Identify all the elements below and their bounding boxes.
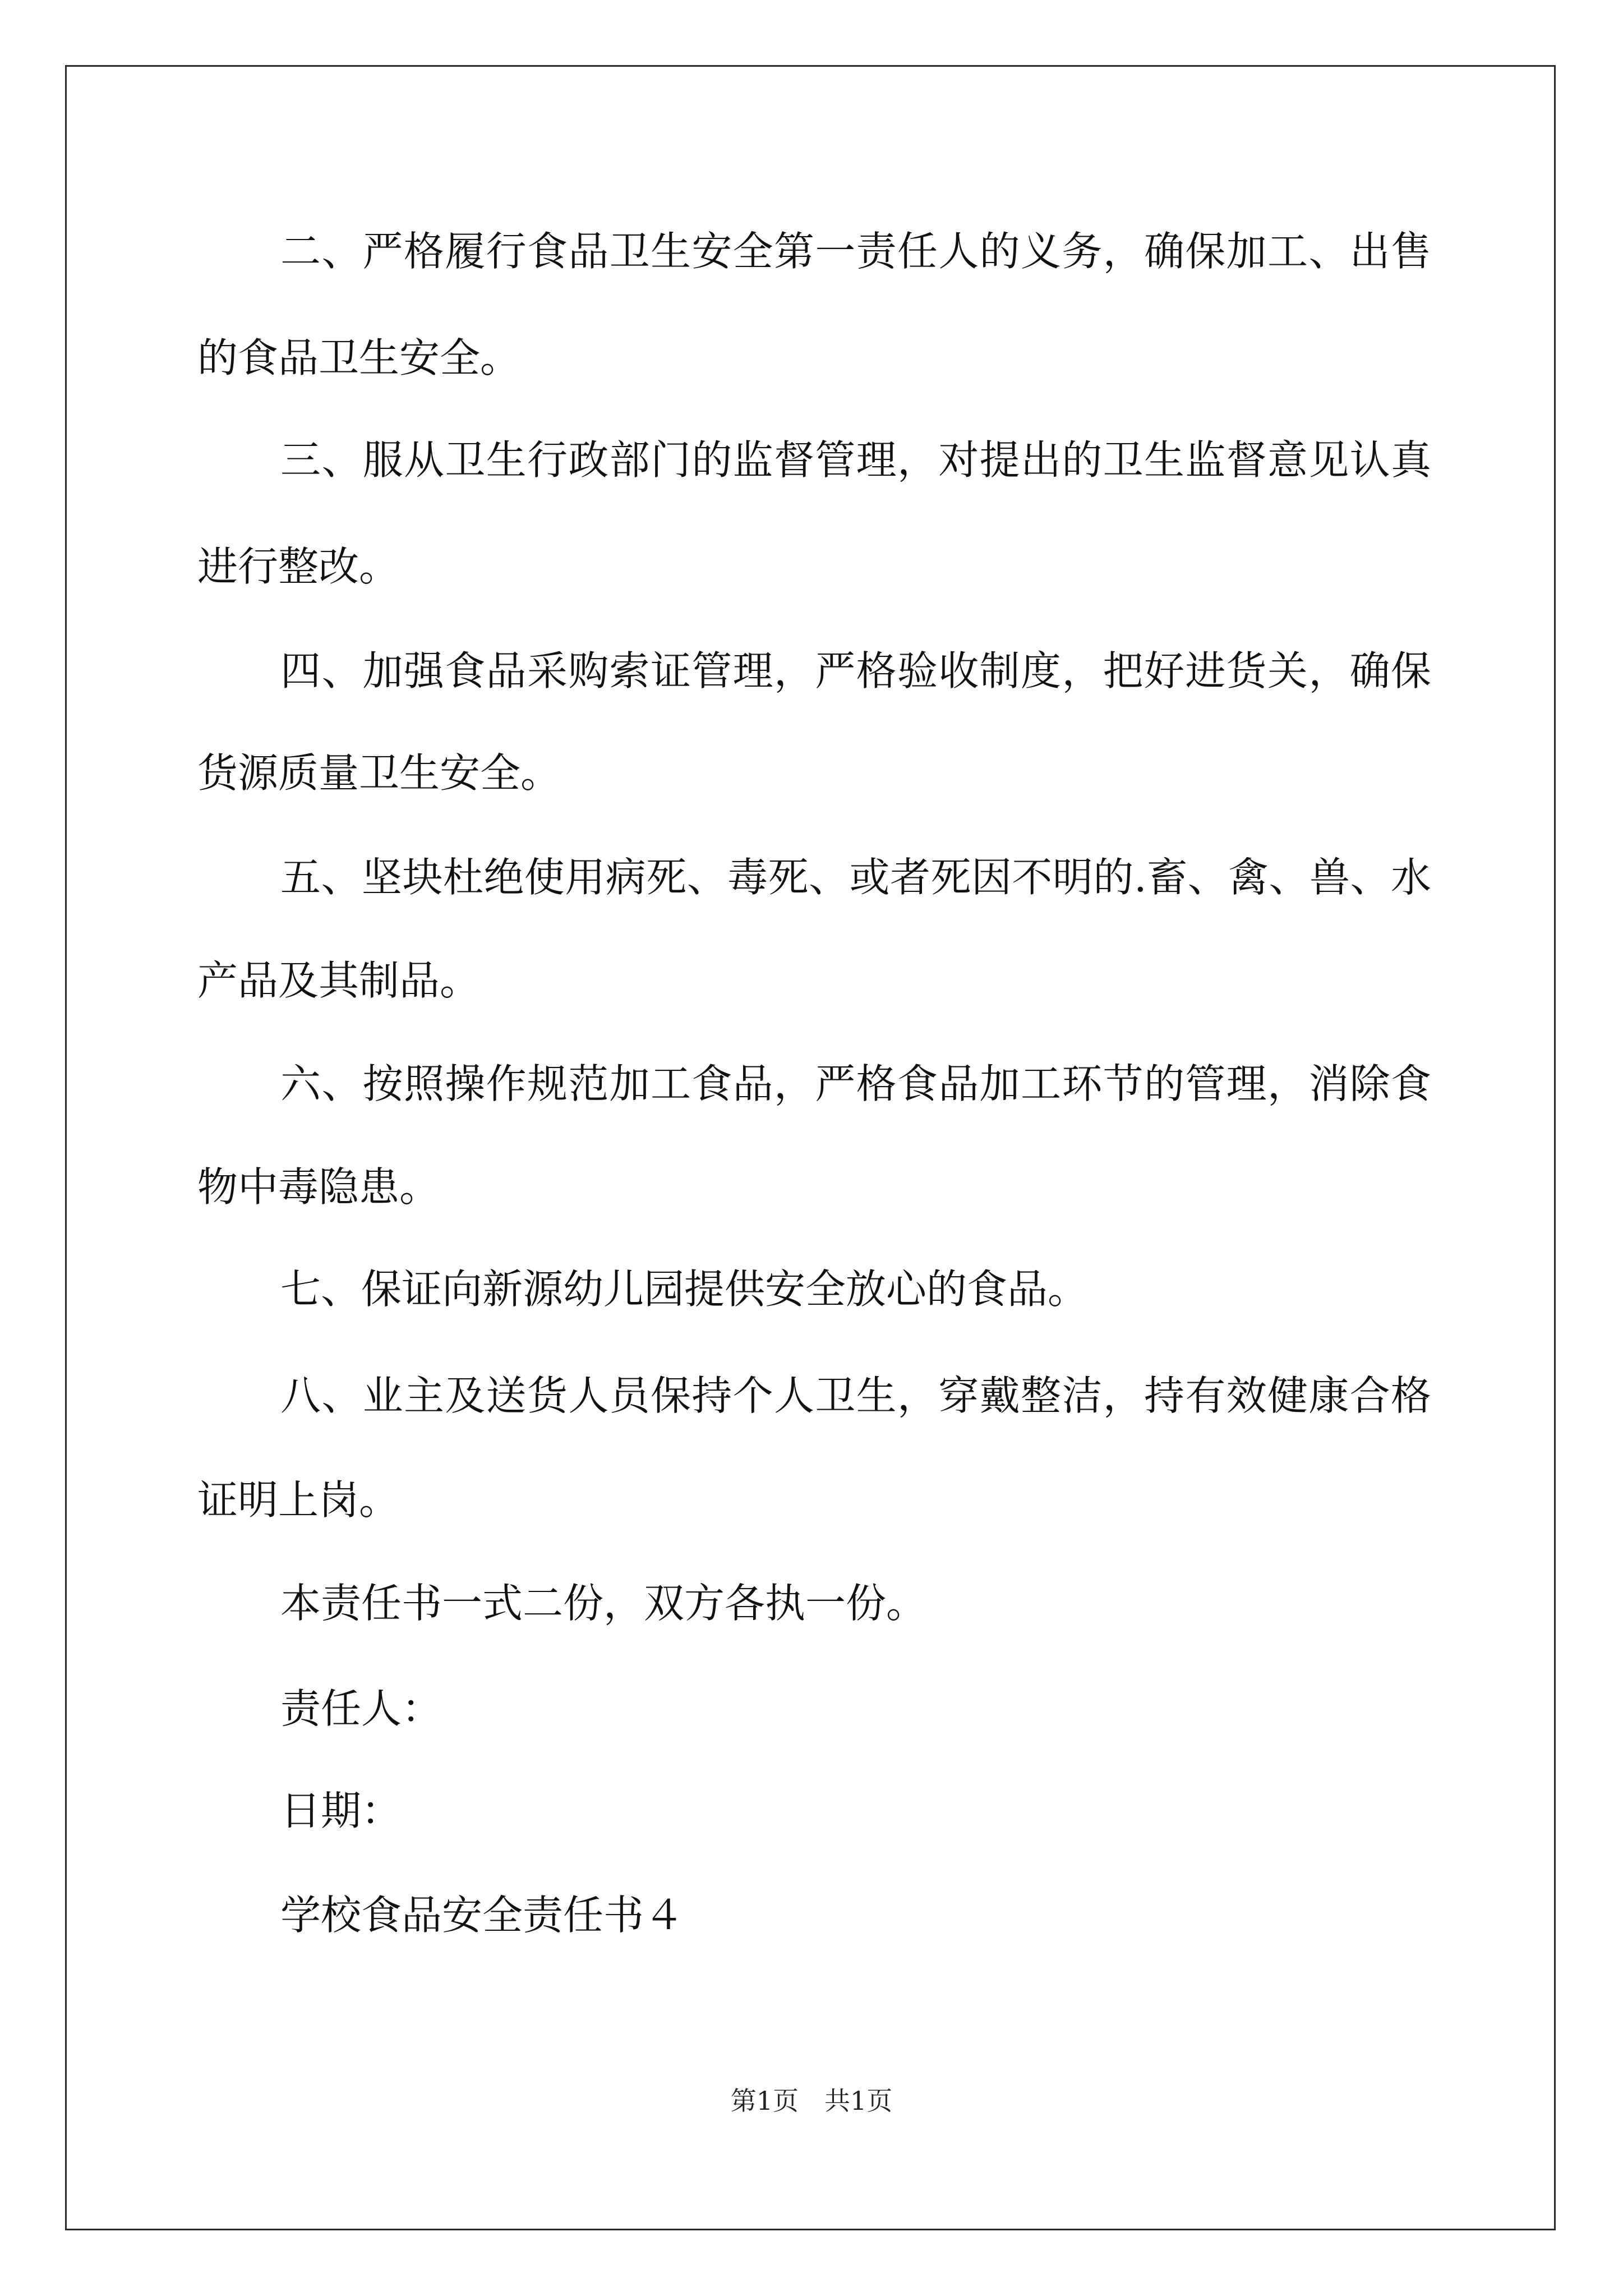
paragraph-2-line-2: 的食品卫生安全。 [197,334,521,381]
paragraph-8-line-2: 证明上岗。 [197,1476,400,1524]
copies-statement: 本责任书一式二份，双方各执一份。 [280,1580,927,1627]
page-footer: 第1页 共1页 [730,2086,893,2116]
paragraph-4-line-2: 货源质量卫生安全。 [197,749,561,797]
date-label: 日期： [280,1787,402,1834]
paragraph-4-line-1: 四、加强食品采购索证管理，严格验收制度，把好进货关，确保 [280,647,1431,694]
paragraph-6-line-2: 物中毒隐患。 [197,1163,440,1211]
paragraph-8-line-1: 八、业主及送货人员保持个人卫生，穿戴整洁，持有效健康合格 [280,1372,1431,1419]
paragraph-5-line-1: 五、坚块杜绝使用病死、毒死、或者死因不明的.畜、禽、兽、水 [280,854,1431,901]
paragraph-7-line-1: 七、保证向新源幼儿园提供安全放心的食品。 [280,1266,1089,1313]
paragraph-5-line-2: 产品及其制品。 [197,957,481,1004]
paragraph-3-line-2: 进行整改。 [197,543,400,590]
paragraph-6-line-1: 六、按照操作规范加工食品，严格食品加工环节的管理，消除食 [280,1060,1431,1107]
paragraph-2-line-1: 二、严格履行食品卫生安全第一责任人的义务，确保加工、出售 [280,228,1431,275]
paragraph-3-line-1: 三、服从卫生行政部门的监督管理，对提出的卫生监督意见认真 [280,436,1431,484]
next-document-title: 学校食品安全责任书４ [280,1892,685,1939]
responsible-person-label: 责任人： [280,1685,442,1732]
